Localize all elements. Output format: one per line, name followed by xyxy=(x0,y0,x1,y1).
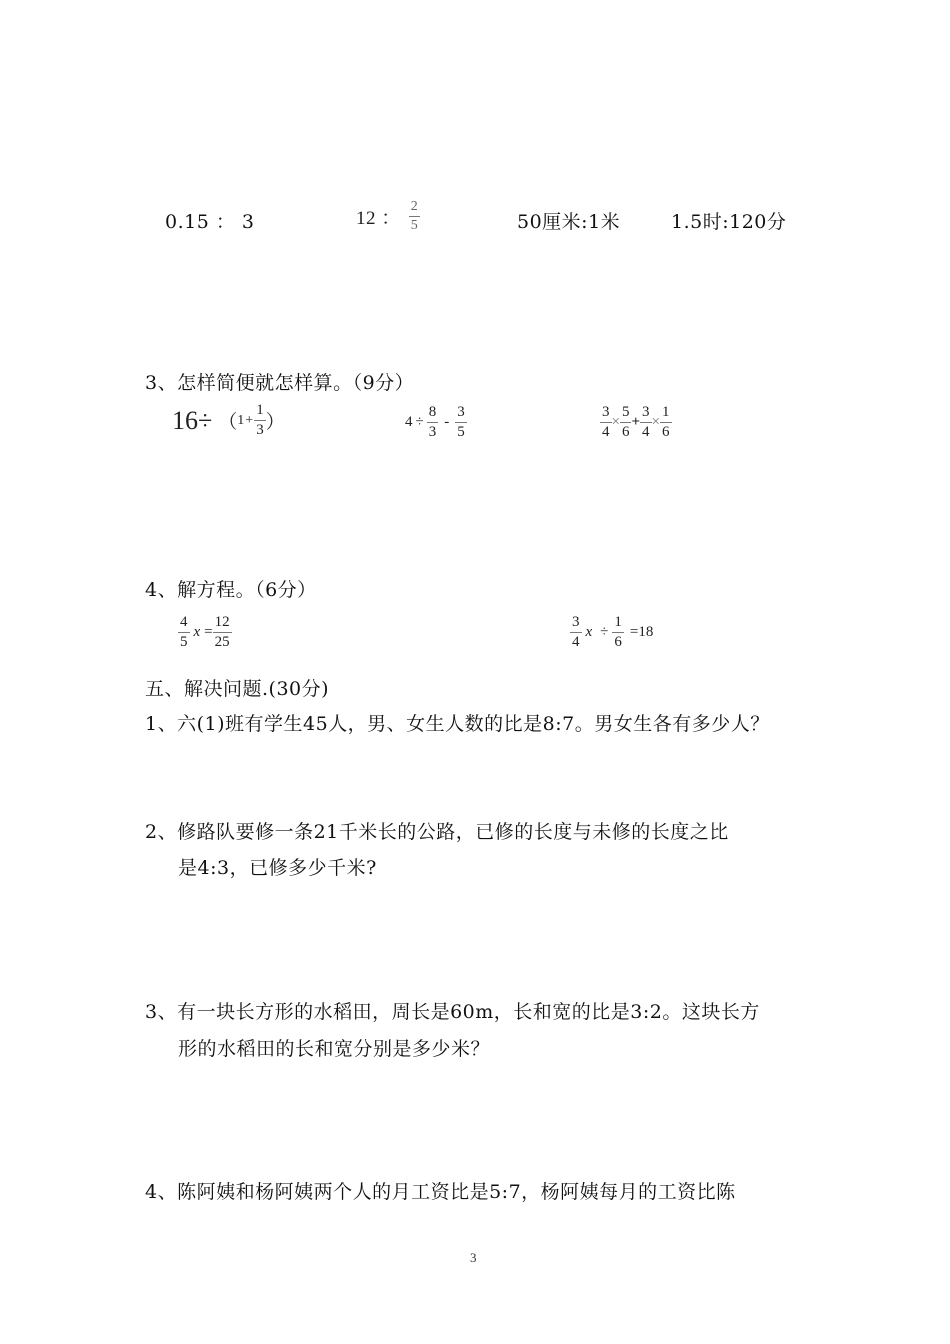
expression-1 xyxy=(172,403,285,438)
expression-3 xyxy=(600,405,672,440)
expr2-div: ÷ xyxy=(415,414,424,430)
expr3-plus: + xyxy=(631,414,641,430)
problem-1: 1、六(1)班有学生45人，男、女生人数的比是8:7。男女生各有多少人？ xyxy=(145,713,770,735)
expr2-fraction-1 xyxy=(427,405,439,440)
ratio-2-left: 12 ： xyxy=(356,208,401,229)
eq2-result: =18 xyxy=(629,624,654,640)
fraction-numerator: 1 xyxy=(660,405,672,423)
fraction-numerator: 12 xyxy=(213,615,232,633)
expr3-fraction-4 xyxy=(660,405,672,440)
eq2-div: ÷ xyxy=(600,624,609,640)
section-4-heading: 4、解方程。（6分） xyxy=(145,579,317,601)
ratio-2 xyxy=(356,200,422,233)
eq2-fraction-2 xyxy=(612,615,624,650)
eq1-equals: = xyxy=(204,624,213,640)
expr1-lparen: （ xyxy=(218,412,238,433)
expr1-fraction xyxy=(254,403,266,438)
fraction-denominator: 6 xyxy=(621,424,630,440)
expr2-minus: - xyxy=(444,414,450,430)
fraction-numerator: 3 xyxy=(570,615,582,633)
fraction-numerator: 4 xyxy=(178,615,190,633)
fraction-numerator: 1 xyxy=(254,403,266,421)
fraction-numerator: 8 xyxy=(427,405,439,423)
expr1-rparen: ） xyxy=(265,412,285,433)
fraction-denominator: 5 xyxy=(457,424,465,440)
eq2-fraction-1 xyxy=(570,615,582,650)
fraction-denominator: 3 xyxy=(428,424,437,440)
fraction-numerator: 5 xyxy=(620,405,632,423)
eq1-fraction-1 xyxy=(178,615,190,650)
expr2-fraction-2 xyxy=(455,405,467,440)
eq2-variable: x xyxy=(585,624,593,640)
fraction-denominator: 4 xyxy=(572,634,580,650)
eq1-variable: x xyxy=(193,624,201,640)
expr3-fraction-1 xyxy=(600,405,612,440)
expr1-one: 1 xyxy=(237,412,245,428)
section-3-heading: 3、怎样简便就怎样算。（9分） xyxy=(145,372,415,394)
fraction-numerator: 2 xyxy=(409,200,421,217)
fraction-denominator: 6 xyxy=(662,424,670,440)
fraction-denominator: 25 xyxy=(214,634,230,650)
problem-4-line-1: 4、陈阿姨和杨阿姨两个人的月工资比是5:7，杨阿姨每月的工资比陈 xyxy=(145,1181,736,1203)
expr3-times-1: × xyxy=(611,414,620,430)
fraction-numerator: 3 xyxy=(600,405,612,423)
fraction-numerator: 3 xyxy=(640,405,652,423)
problem-3-line-2: 形的水稻田的长和宽分别是多少米？ xyxy=(178,1038,491,1060)
equation-1 xyxy=(178,615,232,650)
expr3-fraction-3 xyxy=(640,405,652,440)
fraction-denominator: 4 xyxy=(642,424,650,440)
problem-3-line-1: 3、有一块长方形的水稻田，周长是60m，长和宽的比是3:2。这块长方 xyxy=(145,1001,760,1023)
expr1-plus: + xyxy=(245,412,254,428)
fraction-denominator: 3 xyxy=(256,422,264,438)
eq1-fraction-2 xyxy=(213,615,232,650)
ratio-3: 50厘米:1米 xyxy=(517,211,621,233)
ratio-1: 0.15 ： 3 xyxy=(165,211,255,233)
expression-2 xyxy=(405,405,467,440)
problem-2-line-1: 2、修路队要修一条21千米长的公路，已修的长度与未修的长度之比 xyxy=(145,821,729,843)
ratio-2-fraction xyxy=(409,200,421,233)
fraction-denominator: 5 xyxy=(180,634,188,650)
fraction-denominator: 5 xyxy=(410,218,419,233)
problem-2-line-2: 是4:3，已修多少千米? xyxy=(178,857,377,879)
fraction-denominator: 4 xyxy=(602,424,610,440)
ratio-4: 1.5时:120分 xyxy=(671,211,787,233)
fraction-numerator: 1 xyxy=(612,615,624,633)
equation-2 xyxy=(570,615,653,650)
section-5-heading: 五、解决问题.(30分) xyxy=(145,678,330,700)
expr3-times-2: × xyxy=(651,414,660,430)
expr2-four: 4 xyxy=(405,414,413,430)
fraction-denominator: 6 xyxy=(614,634,622,650)
expr1-integer-div: 16÷ xyxy=(172,405,213,435)
fraction-numerator: 3 xyxy=(455,405,467,423)
expr3-fraction-2 xyxy=(620,405,632,440)
page-number: 3 xyxy=(470,1250,477,1265)
